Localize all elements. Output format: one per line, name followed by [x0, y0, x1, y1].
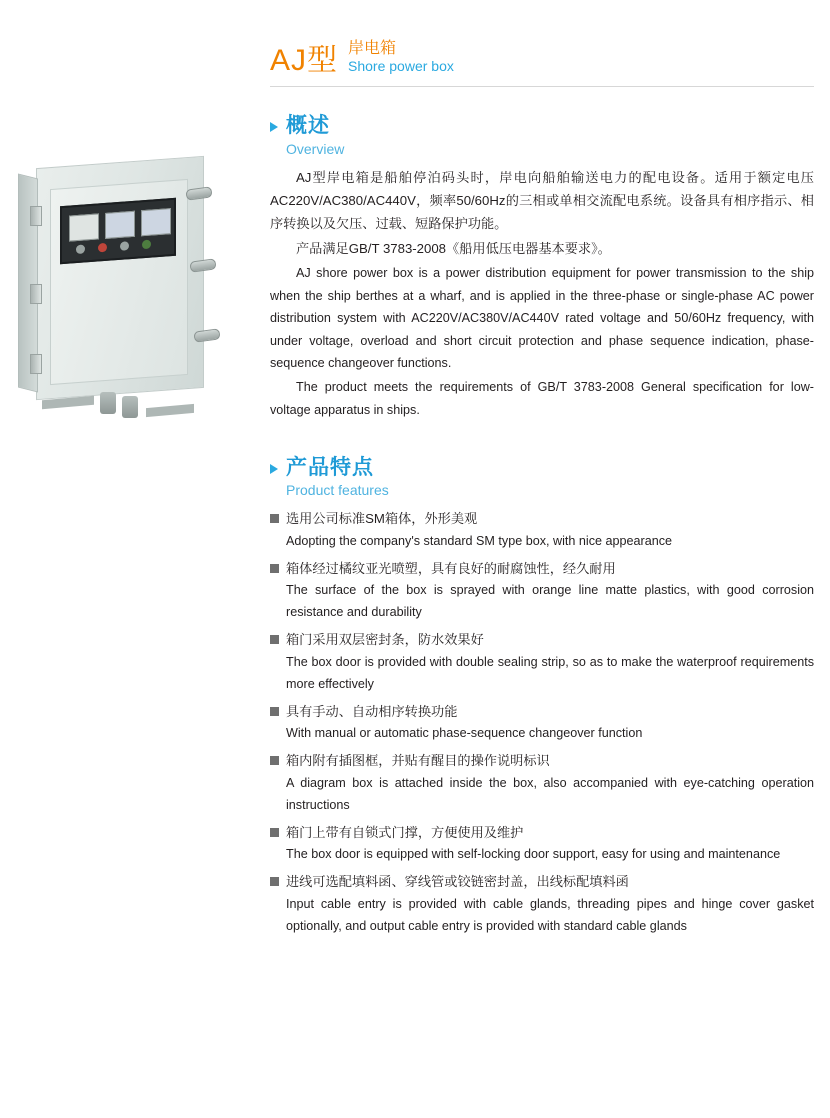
product-image-column	[0, 0, 258, 1118]
feature-label-cn: 具有手动、自动相序转换功能	[286, 703, 458, 719]
list-item	[270, 630, 814, 695]
door-latch-icon	[189, 258, 216, 273]
square-bullet-icon	[270, 828, 279, 837]
square-bullet-icon	[270, 756, 279, 765]
section-heading	[270, 113, 814, 157]
feature-cn-row	[270, 559, 814, 579]
feature-cn-row	[270, 509, 814, 529]
square-bullet-icon	[270, 564, 279, 573]
meter-icon	[141, 208, 171, 236]
square-bullet-icon	[270, 635, 279, 644]
indicator-lamp-icon	[142, 240, 151, 250]
feature-cn-row	[270, 630, 814, 650]
feature-label-cn: 选用公司标准SM箱体，外形美观	[286, 511, 478, 527]
feature-cn-row	[270, 751, 814, 771]
feature-cn-row	[270, 872, 814, 892]
list-item	[270, 509, 814, 551]
feature-list	[270, 509, 814, 937]
feature-label-en: A diagram box is attached inside the box, also accompanied with eye-catching operation instructions	[286, 775, 814, 812]
content-column	[258, 0, 830, 1118]
knob-icon	[120, 241, 129, 251]
feature-label-cn: 箱门采用双层密封条，防水效果好	[286, 632, 484, 648]
cable-gland-icon	[100, 392, 116, 414]
hinge-icon	[30, 354, 42, 374]
section-heading-cn: 概述	[286, 114, 330, 138]
feature-label-cn: 箱门上带有自锁式门撑，方便使用及维护	[286, 824, 524, 840]
section-heading-en: Overview	[286, 140, 345, 157]
triangle-bullet-icon	[270, 464, 278, 474]
feature-label-cn: 进线可选配填料函、穿线管或铰链密封盖，出线标配填料函	[286, 874, 629, 890]
list-item	[270, 702, 814, 744]
cable-gland-icon	[122, 396, 138, 418]
hinge-icon	[30, 206, 42, 226]
section-heading-text	[286, 455, 389, 499]
section-heading-text	[286, 113, 344, 157]
section-features	[270, 455, 814, 937]
product-model: AJ型	[270, 44, 339, 78]
hinge-icon	[30, 284, 42, 304]
meter-icon	[105, 211, 135, 239]
section-heading	[270, 455, 814, 499]
section-heading-en: Product features	[286, 482, 389, 499]
feature-label-en: Adopting the company's standard SM type box, with nice appearance	[286, 533, 673, 548]
feature-label-cn: 箱体经过橘纹亚光喷塑，具有良好的耐腐蚀性，经久耐用	[286, 560, 616, 576]
feature-cn-row	[270, 823, 814, 843]
list-item	[270, 872, 814, 937]
overview-paragraph-cn-2: 产品满足GB/T 3783-2008《船用低压电器基本要求》。	[296, 240, 611, 256]
product-name-group	[348, 40, 454, 76]
feature-label-cn: 箱内附有插图框，并贴有醒目的操作说明标识	[286, 753, 550, 769]
square-bullet-icon	[270, 514, 279, 523]
product-name-en: Shore power box	[348, 58, 454, 75]
page-title	[270, 40, 814, 87]
overview-paragraph-en-2: The product meets the requirements of GB/T 3783-2008 General specification for low-voltage apparatus in ships.	[270, 380, 814, 417]
knob-icon	[76, 244, 85, 254]
mounting-foot	[146, 404, 194, 417]
list-item	[270, 559, 814, 624]
door-latch-icon	[185, 186, 212, 201]
feature-cn-row	[270, 702, 814, 722]
feature-label-en: The surface of the box is sprayed with orange line matte plastics, with good corrosion resistance and durability	[286, 583, 814, 620]
overview-paragraph-cn-1: AJ型岸电箱是船舶停泊码头时，岸电向船舶输送电力的配电设备。适用于额定电压AC220V/AC380/AC440V，频率50/60Hz的三相或单相交流配电系统。设备具有相序指示、相序转换以及欠压、过载、短路保护功能。	[270, 170, 814, 231]
meter-icon	[69, 213, 99, 241]
indicator-lamp-icon	[98, 243, 107, 253]
feature-label-en: The box door is provided with double sealing strip, so as to make the waterproof requirements more effectively	[286, 654, 814, 691]
section-overview	[270, 113, 814, 421]
feature-label-en: With manual or automatic phase-sequence changeover function	[286, 726, 643, 741]
feature-label-en: The box door is equipped with self-locking door support, easy for using and maintenance	[286, 847, 781, 862]
section-heading-cn: 产品特点	[286, 456, 374, 480]
list-item	[270, 823, 814, 865]
product-name-cn: 岸电箱	[348, 40, 397, 57]
list-item	[270, 751, 814, 816]
overview-paragraph-en-1: AJ shore power box is a power distribution equipment for power transmission to the ship when the ship berthes at a wharf, and is applied in the three-phase or single-phase AC power distribution system with AC220V/AC380V/AC440V rated voltage and 50/60Hz frequency, with under voltage, overload and short circuit protection and phase sequence indication, phase-sequence changeover functions.	[270, 266, 814, 370]
square-bullet-icon	[270, 707, 279, 716]
feature-label-en: Input cable entry is provided with cable glands, threading pipes and hinge cover gasket optionally, and output cable entry is provided with standard cable glands	[286, 896, 814, 933]
shore-power-box-photo	[18, 148, 232, 416]
door-latch-icon	[193, 328, 220, 343]
square-bullet-icon	[270, 877, 279, 886]
instrument-panel	[60, 198, 176, 265]
triangle-bullet-icon	[270, 122, 278, 132]
